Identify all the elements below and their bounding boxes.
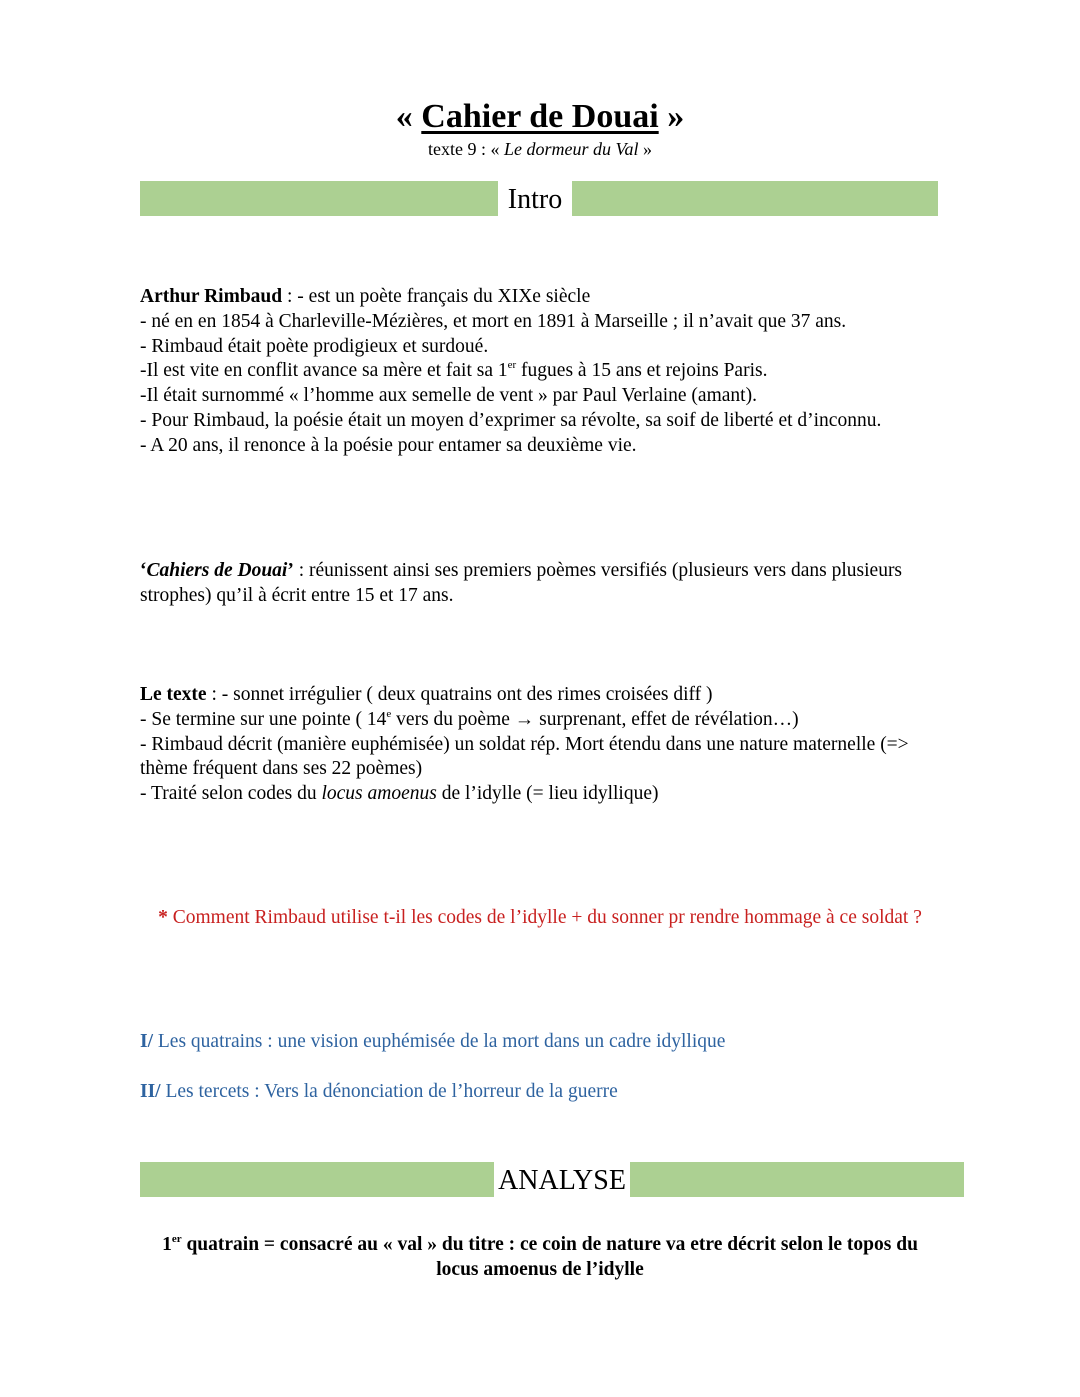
author-name: Arthur Rimbaud: [140, 286, 283, 307]
superscript: e: [386, 707, 392, 720]
section-heading-analyse: ANALYSE: [494, 1162, 630, 1197]
quote-close: ’: [287, 560, 294, 581]
problematique: [140, 906, 940, 931]
asterisk: *: [158, 907, 168, 928]
analyse-head-text: quatrain = consacré au « val » du titre : ce coin de nature va etre décrit selon le topos du locus amoenus de l’idylle: [181, 1234, 918, 1280]
superscript: er: [171, 1233, 182, 1245]
cahiers-paragraph: [140, 559, 940, 609]
quote-open: ‘: [140, 560, 147, 581]
author-line-1: : - est un poète français du XIXe siècle: [282, 286, 591, 307]
texte-block: [140, 683, 940, 807]
band-bar-right: [630, 1162, 964, 1197]
title-quote-close: »: [658, 98, 685, 135]
texte-line-1: [140, 683, 940, 708]
document-title: [0, 96, 1080, 138]
plan-part-1: [140, 1030, 725, 1055]
plan-part-2: [140, 1080, 618, 1105]
section-heading-intro: Intro: [498, 181, 572, 216]
problematique-text: Comment Rimbaud utilise t-il les codes de l’idylle + du sonner pr rendre hommage à ce soldat ?: [167, 907, 922, 928]
section-band-intro: [140, 181, 938, 216]
author-line: [140, 285, 940, 310]
author-block: [140, 285, 940, 459]
cahiers-name: Cahiers de Douai: [146, 560, 288, 581]
subtitle-poem-title: Le dormeur du Val: [503, 139, 639, 159]
document-subtitle: [0, 137, 1080, 161]
analyse-head-number: 1: [162, 1234, 172, 1255]
author-line-4: [140, 359, 940, 384]
subtitle-prefix: texte 9 : «: [428, 139, 504, 159]
cahiers-block: [140, 559, 940, 609]
author-line-4a: -Il est vite en conflit avance sa mère et fait sa 1: [140, 360, 508, 382]
cahiers-text: : réunissent ainsi ses premiers poèmes versifiés (plusieurs vers dans plusieurs strophes) qu’il à écrit entre 15 et 17 ans.: [140, 560, 903, 606]
locus-amoenus: locus amoenus: [321, 783, 437, 805]
analyse-first-quatrain-heading: [140, 1233, 940, 1283]
superscript: er: [507, 359, 517, 372]
texte-line-1-text: : - sonnet irrégulier ( deux quatrains ont des rimes croisées diff ): [206, 684, 713, 705]
plan-part-1-number: I/: [140, 1031, 154, 1052]
texte-line-4b: de l’idylle (= lieu idyllique): [436, 783, 659, 805]
author-line-3: - Rimbaud était poète prodigieux et surdoué.: [140, 335, 489, 357]
title-quote-open: «: [395, 98, 422, 135]
plan-part-1-text: Les quatrains : une vision euphémisée de la mort dans un cadre idyllique: [153, 1031, 726, 1052]
texte-line-2b: vers du poème → surprenant, effet de révélation…): [391, 708, 799, 730]
author-line-4b: fugues à 15 ans et rejoins Paris.: [516, 360, 768, 382]
texte-line-2a: - Se termine sur une pointe ( 14: [140, 708, 387, 730]
subtitle-suffix: »: [638, 139, 652, 159]
title-text: Cahier de Douai: [421, 98, 659, 135]
texte-line-4: [140, 782, 940, 807]
texte-label: Le texte: [140, 684, 207, 705]
band-bar-left: [140, 181, 498, 216]
section-band-analyse: [140, 1162, 964, 1197]
band-bar-right: [572, 181, 938, 216]
author-line-5: -Il était surnommé « l’homme aux semelle de vent » par Paul Verlaine (amant).: [140, 385, 757, 407]
texte-line-3: - Rimbaud décrit (manière euphémisée) un soldat rép. Mort étendu dans une nature maternelle (=> thème fréquent dans ses 22 poèmes): [140, 733, 909, 780]
texte-line-2: [140, 708, 940, 733]
band-bar-left: [140, 1162, 494, 1197]
author-line-6: - Pour Rimbaud, la poésie était un moyen d’exprimer sa révolte, sa soif de liberté et d’inconnu.: [140, 409, 882, 431]
author-line-2: - né en en 1854 à Charleville-Mézières, et mort en 1891 à Marseille ; il n’avait que 37 ans.: [140, 310, 847, 332]
author-line-7: - A 20 ans, il renonce à la poésie pour entamer sa deuxième vie.: [140, 434, 637, 456]
plan-part-2-text: Les tercets : Vers la dénonciation de l’horreur de la guerre: [160, 1081, 618, 1102]
texte-line-4a: - Traité selon codes du: [140, 783, 322, 805]
plan-part-2-number: II/: [140, 1081, 161, 1102]
